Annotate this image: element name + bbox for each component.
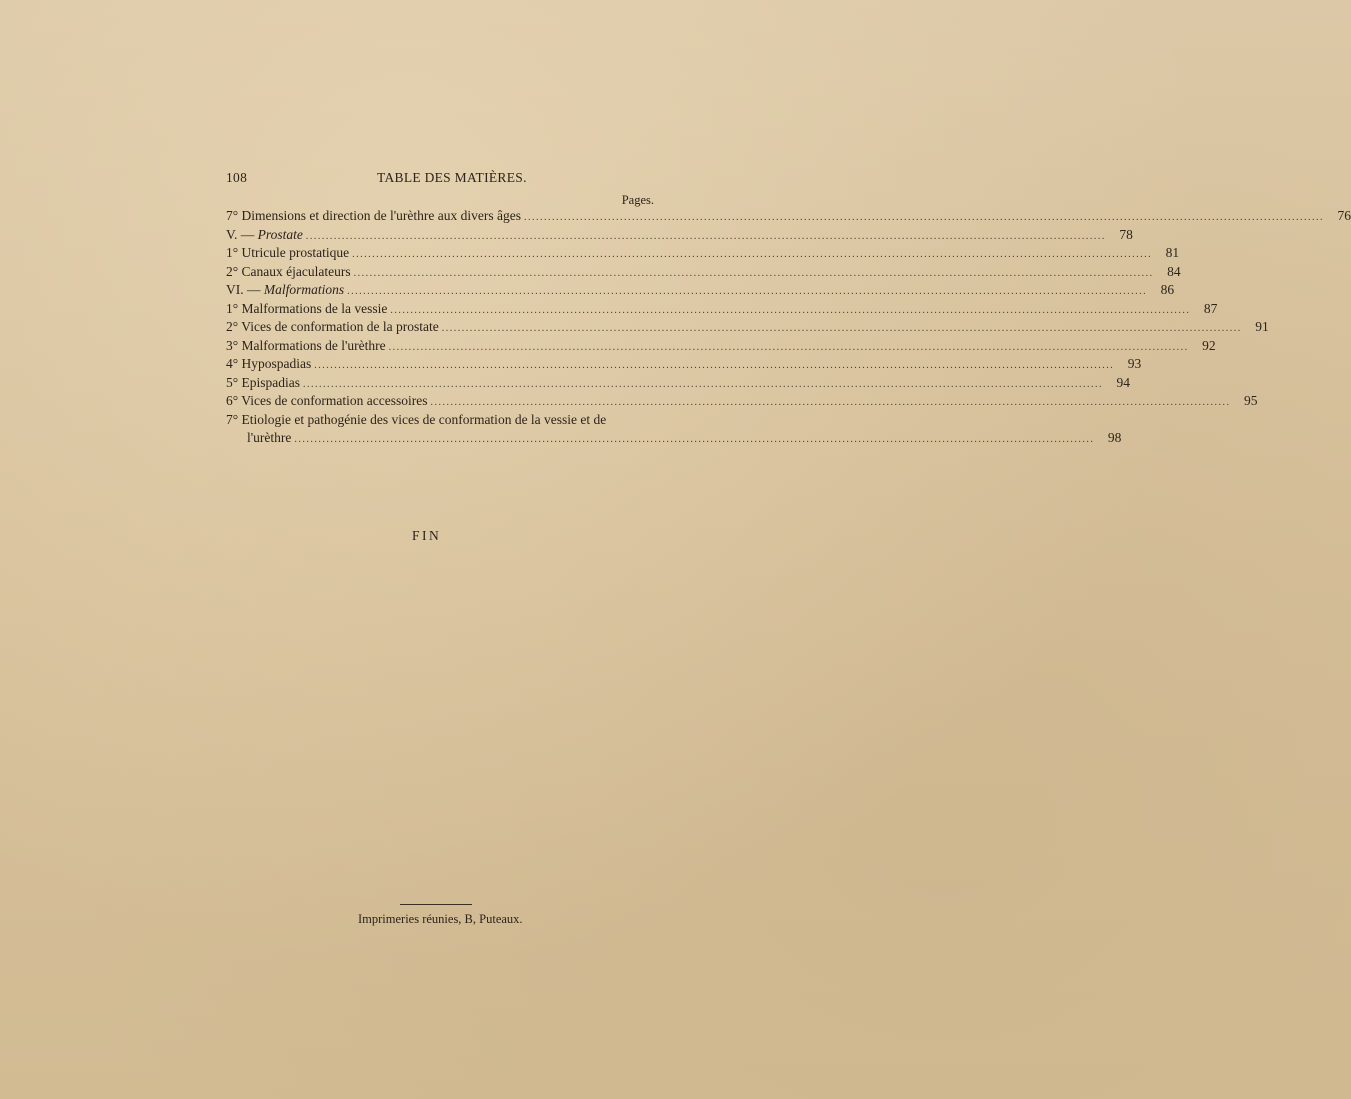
- toc-entry-text: 2° Vices de conformation de la prostate: [226, 319, 439, 334]
- toc-entry-page: 94: [1116, 374, 1131, 390]
- leader-dots: ........................................................................................................................................................................................................: [352, 249, 1153, 260]
- toc-entry-text: [226, 282, 344, 298]
- toc-entry-page: 95: [1244, 393, 1258, 408]
- leader-dots: ........................................................................................................................................................................................................: [524, 212, 1324, 223]
- toc-section-heading: [226, 282, 1175, 301]
- divider: [400, 904, 472, 905]
- toc-entry: [226, 208, 1351, 227]
- toc-section-heading: [226, 226, 1133, 246]
- running-header: [226, 170, 664, 190]
- toc-entry-page: 93: [1127, 356, 1142, 371]
- section-title: Prostate: [257, 226, 303, 242]
- pages-column-label: Pages.: [621, 193, 654, 207]
- toc-entry-text: 1° Malformations de la vessie: [226, 300, 388, 316]
- toc-entry: [226, 374, 1131, 394]
- page-number: 108: [226, 170, 248, 185]
- end-mark: FIN: [412, 528, 442, 543]
- toc-entry: [226, 263, 1181, 283]
- toc-entry: [226, 412, 658, 431]
- section-title: Malformations: [263, 282, 345, 297]
- toc-entry: [226, 337, 1216, 357]
- leader-dots: ........................................................................................................................................................................................................: [294, 434, 1095, 445]
- toc-entry-text: 3° Malformations de l'urèthre: [226, 337, 386, 353]
- leader-dots: ........................................................................................................................................................................................................: [441, 323, 1242, 334]
- toc-entry-page: 92: [1202, 337, 1216, 353]
- toc-entry-page: 78: [1119, 226, 1133, 242]
- toc-entry-page: 76: [1337, 208, 1351, 223]
- toc-entry-continuation: [226, 430, 1122, 449]
- toc-entry: [226, 356, 1142, 375]
- leader-dots: ........................................................................................................................................................................................................: [305, 230, 1106, 242]
- leader-dots: ........................................................................................................................................................................................................: [303, 378, 1104, 390]
- section-number: VI. —: [226, 282, 264, 297]
- toc-entry: [226, 300, 1218, 320]
- toc-entry: [226, 393, 1258, 412]
- leader-dots: ........................................................................................................................................................................................................: [430, 397, 1231, 408]
- toc-entry-text: 5° Epispadias: [226, 374, 301, 390]
- toc-entry-text: l'urèthre: [247, 430, 292, 445]
- toc-entry-page: 91: [1255, 319, 1269, 334]
- toc-entry-page: 81: [1165, 245, 1180, 260]
- toc-entry: [226, 319, 1269, 338]
- toc-entry-text: 6° Vices de conformation accessoires: [226, 393, 428, 408]
- toc-entry-text: 7° Dimensions et direction de l'urèthre aux divers âges: [226, 208, 521, 223]
- toc-entry-text: 1° Utricule prostatique: [226, 245, 350, 260]
- toc-entry-page: 84: [1167, 263, 1181, 279]
- leader-dots: ........................................................................................................................................................................................................: [353, 267, 1154, 279]
- printer-imprint: Imprimeries réunies, B, Puteaux.: [358, 912, 523, 926]
- toc-entry-text: 2° Canaux éjaculateurs: [226, 263, 351, 279]
- table-of-contents: [226, 208, 1351, 449]
- leader-dots: ........................................................................................................................................................................................................: [347, 286, 1148, 297]
- page-title: TABLE DES MATIÈRES.: [377, 170, 527, 185]
- toc-entry-text: [226, 227, 303, 243]
- toc-entry-page: 98: [1107, 430, 1122, 445]
- toc-entry: [226, 245, 1180, 264]
- leader-dots: ........................................................................................................................................................................................................: [314, 360, 1115, 371]
- toc-entry-page: 86: [1160, 282, 1175, 297]
- toc-entry-page: 87: [1203, 300, 1218, 316]
- toc-entry-text: 7° Etiologie et pathogénie des vices de conformation de la vessie et de: [226, 411, 607, 427]
- leader-dots: ........................................................................................................................................................................................................: [388, 341, 1189, 353]
- leader-dots: ........................................................................................................................................................................................................: [390, 304, 1191, 316]
- toc-entry-text: 4° Hypospadias: [226, 356, 312, 371]
- section-number: V. —: [226, 226, 258, 242]
